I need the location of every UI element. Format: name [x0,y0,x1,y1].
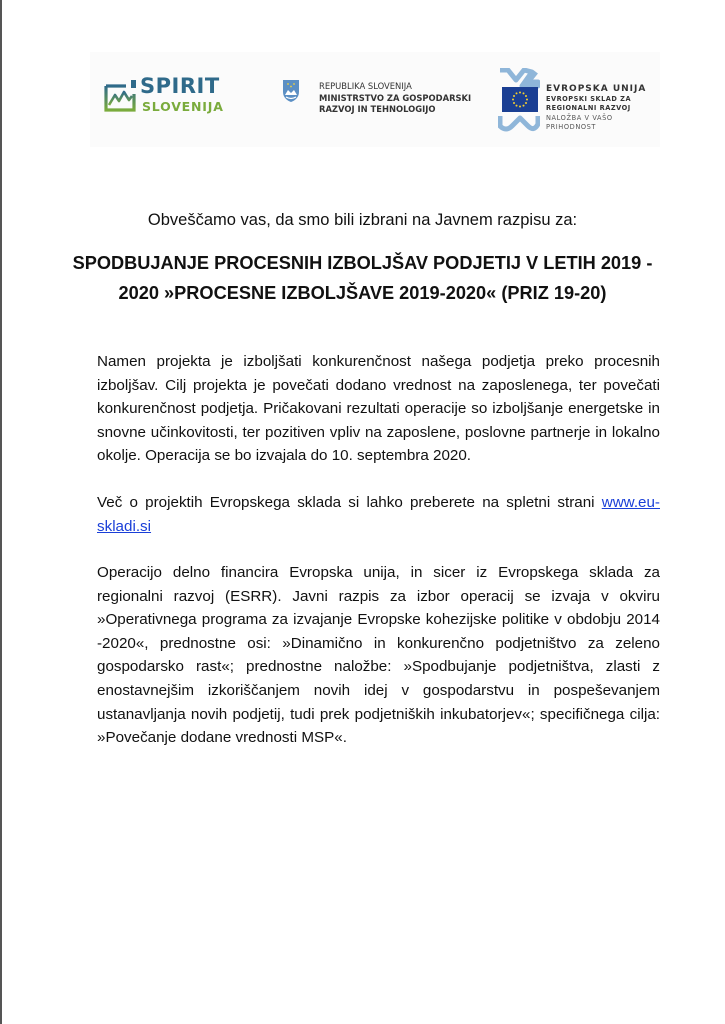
eu-erdf-logo [498,68,658,134]
eu-line-2: EVROPSKI SKLAD ZA [546,95,632,103]
slovenia-coat-of-arms-icon [283,80,299,102]
paragraph-funding: Operacijo delno financira Evropska unija, in sicer iz Evropskega sklada za regionalni razvoj (ESRR). Javni razpis za izbor operacij se izvaja v okviru »Operativnega programa za izvajanje Evropske kohezijske politike v obdobju 2014 -2020«, prednostne osi: »Dinamično in konkurenčno podjetništvo za zeleno gospodarsko rast«; prednostne naložbe: »Spodbujanje podjetništva, zlasti z enostavnejšim izkoriščanjem novih idej v gospodarstvu in pospeševanjem ustanavljanja novih podjetij, tudi prek podjetniških inkubatorjev«; specifičnega cilja: »Povečanje dodane vrednosti MSP«. [97,564,660,747]
eu-skladi-link[interactable]: www.eu-skladi.si [97,494,660,535]
eu-text [546,84,658,132]
eu-line-1: EVROPSKA UNIJA [546,84,647,94]
ministry-line-1: REPUBLIKA SLOVENIJA [319,81,412,91]
paragraph-project-purpose: Namen projekta je izboljšati konkurenčnost našega podjetja preko procesnih izboljšav. Cilj projekta je povečati dodano vrednost na zaposlenega, ter povečati konkurenčnost podjetja. Pričakovani rezultati operacije so izboljšanje energetske in snovne učinkovitosti, ter pozitiven vpliv na zaposlene, poslovne partnerje in lokalno okolje. Operacija se bo izvajala do 10. septembra 2020. [97,353,660,465]
eu-line-4: NALOŽBA V VAŠO PRIHODNOST [546,114,613,131]
eu-flag-icon [502,87,538,112]
eu-line-3: REGIONALNI RAZVOJ [546,103,631,112]
spirit-wordmark: SPIRIT [140,74,220,98]
ministry-line-2: MINISTRSTVO ZA GOSPODARSKI [319,92,472,103]
intro-text: Obveščamo vas, da smo bili izbrani na Javnem razpisu za: [147,211,578,229]
spirit-chart-icon [104,78,138,112]
ministry-line-3: RAZVOJ IN TEHNOLOGIJO [319,104,436,114]
ministry-logo [283,80,473,120]
page-title: SPODBUJANJE PROCESNIH IZBOLJŠAV PODJETIJ V LETIH 2019 - 2020 »PROCESNE IZBOLJŠAVE 2019-2020« (PRIZ 19-20) [72,253,653,303]
more-info-text: Več o projektih Evropskega sklada si lahko preberete na spletni strani [97,494,602,511]
paragraph-more-info [97,491,660,538]
page-edge [0,0,2,1024]
ministry-text [319,81,471,116]
spirit-slovenija-logo [104,74,229,118]
spirit-subtitle: SLOVENIJA [142,99,224,114]
